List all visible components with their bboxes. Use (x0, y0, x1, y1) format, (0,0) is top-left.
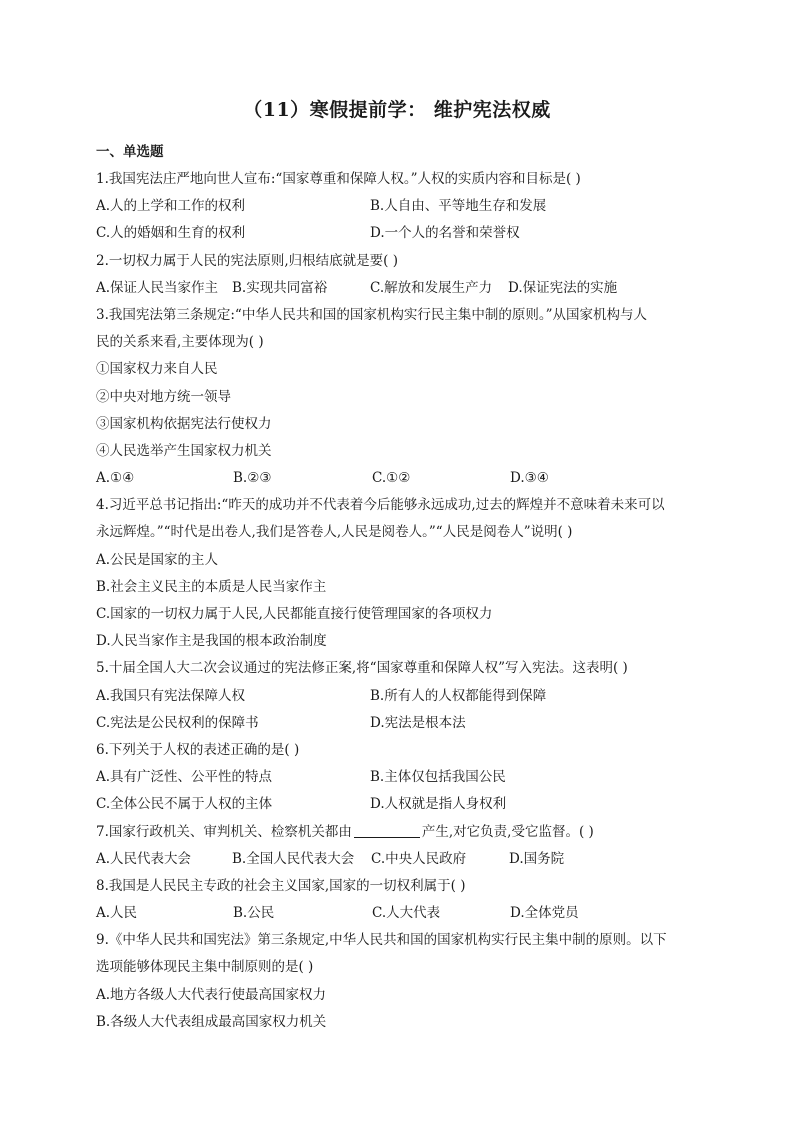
question-2-option-b: B.实现共同富裕 (232, 279, 328, 296)
question-3-option-a: A.①④ (96, 470, 135, 487)
question-7-stem-after-blank: 产生,对它负责,受它监督。( ) (421, 823, 594, 840)
question-8-option-c: C.人大代表 (372, 905, 441, 922)
question-5-option-b: B.所有人的人权都能得到保障 (370, 687, 547, 704)
question-5-options-row-1 (96, 683, 706, 710)
question-4-option-b: B.社会主义民主的本质是人民当家作主 (96, 578, 327, 595)
question-6-options-row-1 (96, 764, 706, 791)
question-3-stem-line-2: 民的关系来看,主要体现为( ) (96, 334, 264, 351)
question-6-option-c: C.全体公民不属于人权的主体 (96, 796, 273, 813)
question-3-option-c: C.①② (372, 470, 411, 487)
question-2-option-a: A.保证人民当家作主 (96, 279, 219, 296)
question-7-option-b: B.全国人民代表大会 (232, 850, 355, 867)
question-3-statement-4: ④人民选举产生国家权力机关 (96, 442, 272, 459)
question-5-option-d: D.宪法是根本法 (370, 714, 466, 731)
question-4-stem-line-1: 4.习近平总书记指出:“昨天的成功并不代表着今后能够永远成功,过去的辉煌并不意味着未来可以 (96, 497, 665, 514)
question-4-option-d: D.人民当家作主是我国的根本政治制度 (96, 633, 327, 650)
question-5-option-c: C.宪法是公民权利的保障书 (96, 714, 259, 731)
question-5-options-row-2 (96, 710, 706, 737)
question-5-stem: 5.十届全国人大二次会议通过的宪法修正案,将“国家尊重和保障人权”写入宪法。这表明( ) (96, 660, 628, 677)
question-3-options-row (96, 465, 706, 492)
question-9-option-a: A.地方各级人大代表行使最高国家权力 (96, 986, 327, 1003)
question-7-stem-before-blank: 7.国家行政机关、审判机关、检察机关都由 (96, 823, 352, 840)
question-8-option-d: D.全体党员 (510, 905, 579, 922)
question-list (96, 143, 706, 1036)
question-3-statement-1: ①国家权力来自人民 (96, 361, 218, 378)
question-1-option-d: D.一个人的名誉和荣誉权 (370, 225, 520, 242)
question-6-option-d: D.人权就是指人身权利 (370, 796, 507, 813)
question-8-stem: 8.我国是人民民主专政的社会主义国家,国家的一切权利属于( ) (96, 877, 466, 894)
question-1-option-c: C.人的婚姻和生育的权利 (96, 225, 246, 242)
question-7-stem (96, 819, 706, 846)
question-2-options-row (96, 275, 706, 302)
question-6-options-row-2 (96, 791, 706, 818)
question-6-option-a: A.具有广泛性、公平性的特点 (96, 769, 273, 786)
question-7-option-a: A.人民代表大会 (96, 850, 192, 867)
answer-blank (354, 822, 420, 838)
question-5-option-a: A.我国只有宪法保障人权 (96, 687, 246, 704)
question-2-option-c: C.解放和发展生产力 (370, 279, 493, 296)
question-9-stem-line-1: 9.《中华人民共和国宪法》第三条规定,中华人民共和国的国家机构实行民主集中制的原则。以下 (96, 932, 667, 949)
question-3-statement-3: ③国家机构依据宪法行使权力 (96, 415, 272, 432)
section-heading: 一、单选题 (96, 144, 164, 160)
question-7-options-row (96, 846, 706, 873)
question-4-option-c: C.国家的一切权力属于人民,人民都能直接行使管理国家的各项权力 (96, 606, 493, 622)
question-4-option-a: A.公民是国家的主人 (96, 551, 219, 568)
question-9-stem-line-2: 选项能够体现民主集中制原则的是( ) (96, 959, 314, 976)
question-7-option-c: C.中央人民政府 (371, 850, 467, 867)
question-3-statement-2: ②中央对地方统一领导 (96, 388, 231, 405)
question-6-option-b: B.主体仅包括我国公民 (370, 769, 506, 786)
question-3-option-d: D.③④ (510, 470, 549, 487)
page-title: （11）寒假提前学： 维护宪法权威 (243, 99, 551, 121)
question-8-options-row (96, 900, 706, 927)
question-2-stem: 2.一切权力属于人民的宪法原则,归根结底就是要( ) (96, 252, 398, 269)
question-1-stem: 1.我国宪法庄严地向世人宣布:“国家尊重和保障人权。”人权的实质内容和目标是( ) (96, 171, 581, 187)
question-1-option-b: B.人自由、平等地生存和发展 (370, 198, 547, 215)
question-6-stem: 6.下列关于人权的表述正确的是( ) (96, 741, 300, 758)
question-2-option-d: D.保证宪法的实施 (508, 279, 618, 296)
question-8-option-b: B.公民 (233, 905, 275, 922)
question-1-options-row-1 (96, 193, 706, 220)
question-8-option-a: A.人民 (96, 905, 138, 922)
question-1-option-a: A.人的上学和工作的权利 (96, 198, 246, 215)
question-3-option-b: B.②③ (233, 470, 272, 487)
question-3-stem-line-1: 3.我国宪法第三条规定:“中华人民共和国的国家机构实行民主集中制的原则。”从国家机构与人 (96, 306, 647, 323)
question-4-stem-line-2: 永远辉煌。”“时代是出卷人,我们是答卷人,人民是阅卷人。”“人民是阅卷人”说明( ) (96, 524, 573, 541)
question-9-option-b: B.各级人大代表组成最高国家权力机关 (96, 1013, 327, 1030)
question-1-options-row-2 (96, 220, 706, 247)
question-7-option-d: D.国务院 (509, 850, 565, 867)
